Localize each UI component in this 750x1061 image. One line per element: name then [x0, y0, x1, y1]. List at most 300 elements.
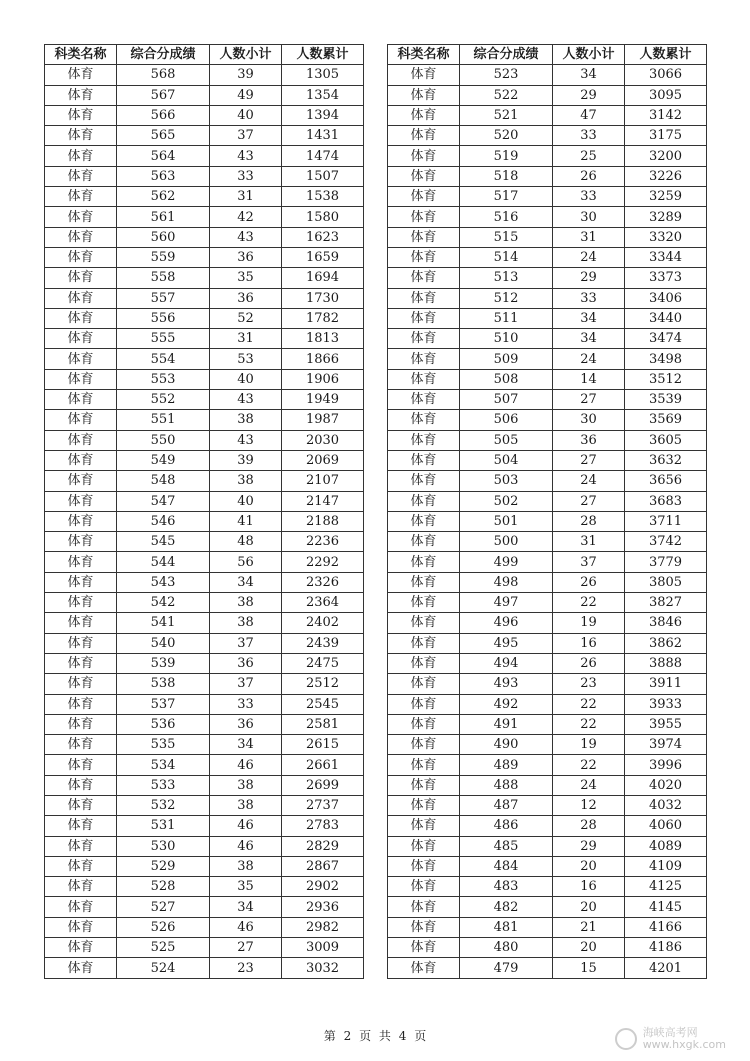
table-row	[45, 410, 364, 430]
category-cell: 体育	[388, 856, 460, 876]
header-cumulative: 人数累计	[282, 45, 364, 65]
table-row	[45, 714, 364, 734]
table-row	[45, 653, 364, 673]
table-row	[388, 552, 707, 572]
category-cell: 体育	[45, 795, 117, 815]
cumulative-cell: 3656	[625, 471, 707, 491]
table-row	[388, 694, 707, 714]
table-row	[45, 735, 364, 755]
cumulative-cell: 2545	[282, 694, 364, 714]
category-cell: 体育	[388, 877, 460, 897]
cumulative-cell: 4089	[625, 836, 707, 856]
score-cell: 501	[460, 511, 553, 531]
cumulative-cell: 1580	[282, 207, 364, 227]
count-cell: 20	[553, 938, 625, 958]
category-cell: 体育	[45, 897, 117, 917]
cumulative-cell: 3911	[625, 674, 707, 694]
table-row	[45, 430, 364, 450]
table-row	[45, 146, 364, 166]
count-cell: 46	[210, 755, 282, 775]
category-cell: 体育	[388, 85, 460, 105]
count-cell: 33	[553, 187, 625, 207]
count-cell: 12	[553, 795, 625, 815]
score-cell: 555	[117, 329, 210, 349]
table-row	[45, 329, 364, 349]
table-row	[45, 856, 364, 876]
cumulative-cell: 1305	[282, 65, 364, 85]
cumulative-cell: 3846	[625, 613, 707, 633]
table-row	[45, 795, 364, 815]
category-cell: 体育	[388, 552, 460, 572]
count-cell: 29	[553, 85, 625, 105]
count-cell: 46	[210, 816, 282, 836]
count-cell: 31	[210, 329, 282, 349]
category-cell: 体育	[45, 410, 117, 430]
score-cell: 516	[460, 207, 553, 227]
count-cell: 36	[210, 288, 282, 308]
table-row	[388, 897, 707, 917]
category-cell: 体育	[388, 795, 460, 815]
score-cell: 562	[117, 187, 210, 207]
category-cell: 体育	[388, 65, 460, 85]
category-cell: 体育	[45, 369, 117, 389]
count-cell: 20	[553, 897, 625, 917]
table-row	[45, 65, 364, 85]
count-cell: 22	[553, 755, 625, 775]
cumulative-cell: 4166	[625, 917, 707, 937]
header-cumulative: 人数累计	[625, 45, 707, 65]
header-score: 综合分成绩	[460, 45, 553, 65]
cumulative-cell: 1782	[282, 308, 364, 328]
score-cell: 551	[117, 410, 210, 430]
category-cell: 体育	[388, 714, 460, 734]
category-cell: 体育	[388, 511, 460, 531]
category-cell: 体育	[45, 105, 117, 125]
count-cell: 25	[553, 146, 625, 166]
score-cell: 515	[460, 227, 553, 247]
score-table-right	[387, 44, 707, 979]
score-cell: 556	[117, 308, 210, 328]
watermark-line1: 海峡高考网	[642, 1026, 698, 1039]
score-cell: 538	[117, 674, 210, 694]
category-cell: 体育	[388, 105, 460, 125]
count-cell: 48	[210, 532, 282, 552]
score-cell: 528	[117, 877, 210, 897]
category-cell: 体育	[45, 714, 117, 734]
category-cell: 体育	[388, 430, 460, 450]
count-cell: 31	[553, 532, 625, 552]
count-cell: 28	[553, 816, 625, 836]
score-cell: 534	[117, 755, 210, 775]
score-cell: 520	[460, 126, 553, 146]
category-cell: 体育	[45, 755, 117, 775]
category-cell: 体育	[388, 572, 460, 592]
table-row	[388, 187, 707, 207]
table-row	[45, 207, 364, 227]
table-row	[45, 836, 364, 856]
cumulative-cell: 2737	[282, 795, 364, 815]
category-cell: 体育	[388, 308, 460, 328]
score-cell: 485	[460, 836, 553, 856]
cumulative-cell: 1813	[282, 329, 364, 349]
count-cell: 24	[553, 471, 625, 491]
table-row	[388, 146, 707, 166]
category-cell: 体育	[45, 674, 117, 694]
table-row	[45, 349, 364, 369]
count-cell: 23	[210, 958, 282, 978]
table-row	[388, 410, 707, 430]
score-cell: 558	[117, 268, 210, 288]
table-row	[388, 714, 707, 734]
category-cell: 体育	[45, 552, 117, 572]
count-cell: 34	[553, 329, 625, 349]
score-cell: 557	[117, 288, 210, 308]
score-cell: 502	[460, 491, 553, 511]
score-cell: 526	[117, 917, 210, 937]
category-cell: 体育	[45, 593, 117, 613]
category-cell: 体育	[45, 532, 117, 552]
category-cell: 体育	[45, 816, 117, 836]
cumulative-cell: 1394	[282, 105, 364, 125]
count-cell: 36	[210, 247, 282, 267]
category-cell: 体育	[388, 633, 460, 653]
category-cell: 体育	[45, 836, 117, 856]
cumulative-cell: 4186	[625, 938, 707, 958]
table-row	[388, 593, 707, 613]
category-cell: 体育	[388, 126, 460, 146]
cumulative-cell: 3933	[625, 694, 707, 714]
score-cell: 550	[117, 430, 210, 450]
score-cell: 544	[117, 552, 210, 572]
cumulative-cell: 2829	[282, 836, 364, 856]
count-cell: 40	[210, 105, 282, 125]
cumulative-cell: 3175	[625, 126, 707, 146]
count-cell: 39	[210, 65, 282, 85]
count-cell: 43	[210, 227, 282, 247]
score-cell: 508	[460, 369, 553, 389]
cumulative-cell: 4109	[625, 856, 707, 876]
category-cell: 体育	[388, 207, 460, 227]
table-row	[45, 471, 364, 491]
cumulative-cell: 2982	[282, 917, 364, 937]
count-cell: 46	[210, 917, 282, 937]
score-cell: 533	[117, 775, 210, 795]
table-row	[45, 572, 364, 592]
count-cell: 33	[210, 166, 282, 186]
watermark-line2: www.hxgk.com	[642, 1038, 726, 1051]
cumulative-cell: 2364	[282, 593, 364, 613]
score-cell: 483	[460, 877, 553, 897]
cumulative-cell: 3095	[625, 85, 707, 105]
table-row	[388, 288, 707, 308]
count-cell: 38	[210, 410, 282, 430]
score-cell: 507	[460, 390, 553, 410]
score-cell: 514	[460, 247, 553, 267]
table-row	[45, 613, 364, 633]
cumulative-cell: 3226	[625, 166, 707, 186]
count-cell: 36	[210, 653, 282, 673]
category-cell: 体育	[45, 613, 117, 633]
count-cell: 33	[553, 288, 625, 308]
count-cell: 34	[553, 308, 625, 328]
table-row	[45, 958, 364, 978]
score-cell: 549	[117, 450, 210, 470]
cumulative-cell: 1623	[282, 227, 364, 247]
score-cell: 522	[460, 85, 553, 105]
score-cell: 560	[117, 227, 210, 247]
watermark-logo-icon	[615, 1028, 637, 1050]
footer-page-word: 页	[359, 1029, 372, 1043]
table-row	[388, 816, 707, 836]
cumulative-cell: 4032	[625, 795, 707, 815]
score-cell: 482	[460, 897, 553, 917]
count-cell: 39	[210, 450, 282, 470]
count-cell: 47	[553, 105, 625, 125]
count-cell: 38	[210, 795, 282, 815]
cumulative-cell: 2475	[282, 653, 364, 673]
table-row	[388, 450, 707, 470]
score-cell: 535	[117, 735, 210, 755]
category-cell: 体育	[45, 958, 117, 978]
cumulative-cell: 2699	[282, 775, 364, 795]
category-cell: 体育	[45, 633, 117, 653]
cumulative-cell: 2439	[282, 633, 364, 653]
table-row	[45, 532, 364, 552]
score-cell: 532	[117, 795, 210, 815]
score-cell: 504	[460, 450, 553, 470]
cumulative-cell: 3440	[625, 308, 707, 328]
count-cell: 49	[210, 85, 282, 105]
cumulative-cell: 3066	[625, 65, 707, 85]
cumulative-cell: 2030	[282, 430, 364, 450]
cumulative-cell: 1906	[282, 369, 364, 389]
count-cell: 38	[210, 471, 282, 491]
category-cell: 体育	[388, 349, 460, 369]
category-cell: 体育	[388, 958, 460, 978]
cumulative-cell: 2936	[282, 897, 364, 917]
category-cell: 体育	[45, 207, 117, 227]
cumulative-cell: 2402	[282, 613, 364, 633]
score-cell: 490	[460, 735, 553, 755]
category-cell: 体育	[388, 694, 460, 714]
watermark	[615, 1027, 726, 1051]
cumulative-cell: 3200	[625, 146, 707, 166]
table-row	[45, 593, 364, 613]
score-cell: 530	[117, 836, 210, 856]
score-cell: 481	[460, 917, 553, 937]
score-cell: 513	[460, 268, 553, 288]
cumulative-cell: 1694	[282, 268, 364, 288]
category-cell: 体育	[45, 775, 117, 795]
table-row	[45, 187, 364, 207]
header-score: 综合分成绩	[117, 45, 210, 65]
category-cell: 体育	[45, 268, 117, 288]
cumulative-cell: 3711	[625, 511, 707, 531]
score-cell: 545	[117, 532, 210, 552]
cumulative-cell: 3320	[625, 227, 707, 247]
cumulative-cell: 3259	[625, 187, 707, 207]
score-cell: 497	[460, 593, 553, 613]
table-row	[388, 856, 707, 876]
count-cell: 42	[210, 207, 282, 227]
score-cell: 554	[117, 349, 210, 369]
count-cell: 26	[553, 572, 625, 592]
table-row	[45, 369, 364, 389]
category-cell: 体育	[388, 674, 460, 694]
count-cell: 46	[210, 836, 282, 856]
table-row	[388, 105, 707, 125]
table-row	[45, 755, 364, 775]
table-row	[388, 329, 707, 349]
score-cell: 488	[460, 775, 553, 795]
table-row	[388, 369, 707, 389]
score-cell: 512	[460, 288, 553, 308]
count-cell: 35	[210, 268, 282, 288]
table-row	[45, 105, 364, 125]
table-row	[45, 126, 364, 146]
table-row	[45, 552, 364, 572]
table-row	[388, 633, 707, 653]
category-cell: 体育	[45, 856, 117, 876]
score-cell: 525	[117, 938, 210, 958]
table-row	[388, 735, 707, 755]
table-row	[388, 65, 707, 85]
count-cell: 52	[210, 308, 282, 328]
score-cell: 509	[460, 349, 553, 369]
category-cell: 体育	[388, 227, 460, 247]
cumulative-cell: 3569	[625, 410, 707, 430]
cumulative-cell: 3474	[625, 329, 707, 349]
count-cell: 36	[553, 430, 625, 450]
table-row	[45, 694, 364, 714]
score-cell: 546	[117, 511, 210, 531]
cumulative-cell: 4201	[625, 958, 707, 978]
score-cell: 559	[117, 247, 210, 267]
category-cell: 体育	[45, 166, 117, 186]
category-cell: 体育	[45, 694, 117, 714]
score-cell: 499	[460, 552, 553, 572]
count-cell: 22	[553, 714, 625, 734]
category-cell: 体育	[45, 187, 117, 207]
cumulative-cell: 3512	[625, 369, 707, 389]
score-cell: 510	[460, 329, 553, 349]
count-cell: 37	[210, 674, 282, 694]
count-cell: 16	[553, 877, 625, 897]
category-cell: 体育	[388, 369, 460, 389]
score-cell: 564	[117, 146, 210, 166]
category-cell: 体育	[45, 65, 117, 85]
count-cell: 53	[210, 349, 282, 369]
count-cell: 37	[210, 126, 282, 146]
count-cell: 26	[553, 653, 625, 673]
category-cell: 体育	[388, 532, 460, 552]
count-cell: 27	[553, 390, 625, 410]
cumulative-cell: 2783	[282, 816, 364, 836]
count-cell: 16	[553, 633, 625, 653]
table-row	[45, 816, 364, 836]
count-cell: 34	[210, 572, 282, 592]
cumulative-cell: 1474	[282, 146, 364, 166]
category-cell: 体育	[388, 390, 460, 410]
category-cell: 体育	[45, 146, 117, 166]
header-count: 人数小计	[210, 45, 282, 65]
score-cell: 537	[117, 694, 210, 714]
table-row	[45, 917, 364, 937]
score-table-left	[44, 44, 364, 979]
table-row	[388, 775, 707, 795]
count-cell: 27	[553, 450, 625, 470]
category-cell: 体育	[388, 329, 460, 349]
count-cell: 20	[553, 856, 625, 876]
category-cell: 体育	[388, 755, 460, 775]
category-cell: 体育	[388, 816, 460, 836]
category-cell: 体育	[388, 897, 460, 917]
table-row	[388, 247, 707, 267]
score-cell: 506	[460, 410, 553, 430]
cumulative-cell: 3974	[625, 735, 707, 755]
table-row	[45, 288, 364, 308]
count-cell: 30	[553, 410, 625, 430]
category-cell: 体育	[388, 410, 460, 430]
cumulative-cell: 3862	[625, 633, 707, 653]
score-cell: 484	[460, 856, 553, 876]
cumulative-cell: 3032	[282, 958, 364, 978]
category-cell: 体育	[45, 450, 117, 470]
cumulative-cell: 2107	[282, 471, 364, 491]
category-cell: 体育	[45, 491, 117, 511]
category-cell: 体育	[45, 308, 117, 328]
table-row	[388, 795, 707, 815]
table-row	[388, 268, 707, 288]
score-cell: 561	[117, 207, 210, 227]
count-cell: 38	[210, 775, 282, 795]
cumulative-cell: 2512	[282, 674, 364, 694]
category-cell: 体育	[45, 126, 117, 146]
score-cell: 517	[460, 187, 553, 207]
table-row	[388, 532, 707, 552]
footer-total-word: 共	[378, 1029, 391, 1043]
footer-prefix: 第	[323, 1029, 336, 1043]
score-cell: 566	[117, 105, 210, 125]
cumulative-cell: 3498	[625, 349, 707, 369]
table-row	[45, 85, 364, 105]
cumulative-cell: 1987	[282, 410, 364, 430]
category-cell: 体育	[45, 917, 117, 937]
cumulative-cell: 1949	[282, 390, 364, 410]
category-cell: 体育	[388, 187, 460, 207]
table-row	[388, 755, 707, 775]
score-cell: 547	[117, 491, 210, 511]
cumulative-cell: 3683	[625, 491, 707, 511]
table-row	[45, 450, 364, 470]
cumulative-cell: 4145	[625, 897, 707, 917]
category-cell: 体育	[45, 390, 117, 410]
score-cell: 489	[460, 755, 553, 775]
table-row	[45, 938, 364, 958]
table-row	[388, 572, 707, 592]
cumulative-cell: 2902	[282, 877, 364, 897]
cumulative-cell: 1866	[282, 349, 364, 369]
table-row	[388, 958, 707, 978]
score-cell: 567	[117, 85, 210, 105]
score-cell: 494	[460, 653, 553, 673]
count-cell: 19	[553, 735, 625, 755]
count-cell: 24	[553, 775, 625, 795]
count-cell: 23	[553, 674, 625, 694]
total-page-number: 4	[398, 1029, 407, 1043]
score-cell: 541	[117, 613, 210, 633]
table-row	[45, 491, 364, 511]
